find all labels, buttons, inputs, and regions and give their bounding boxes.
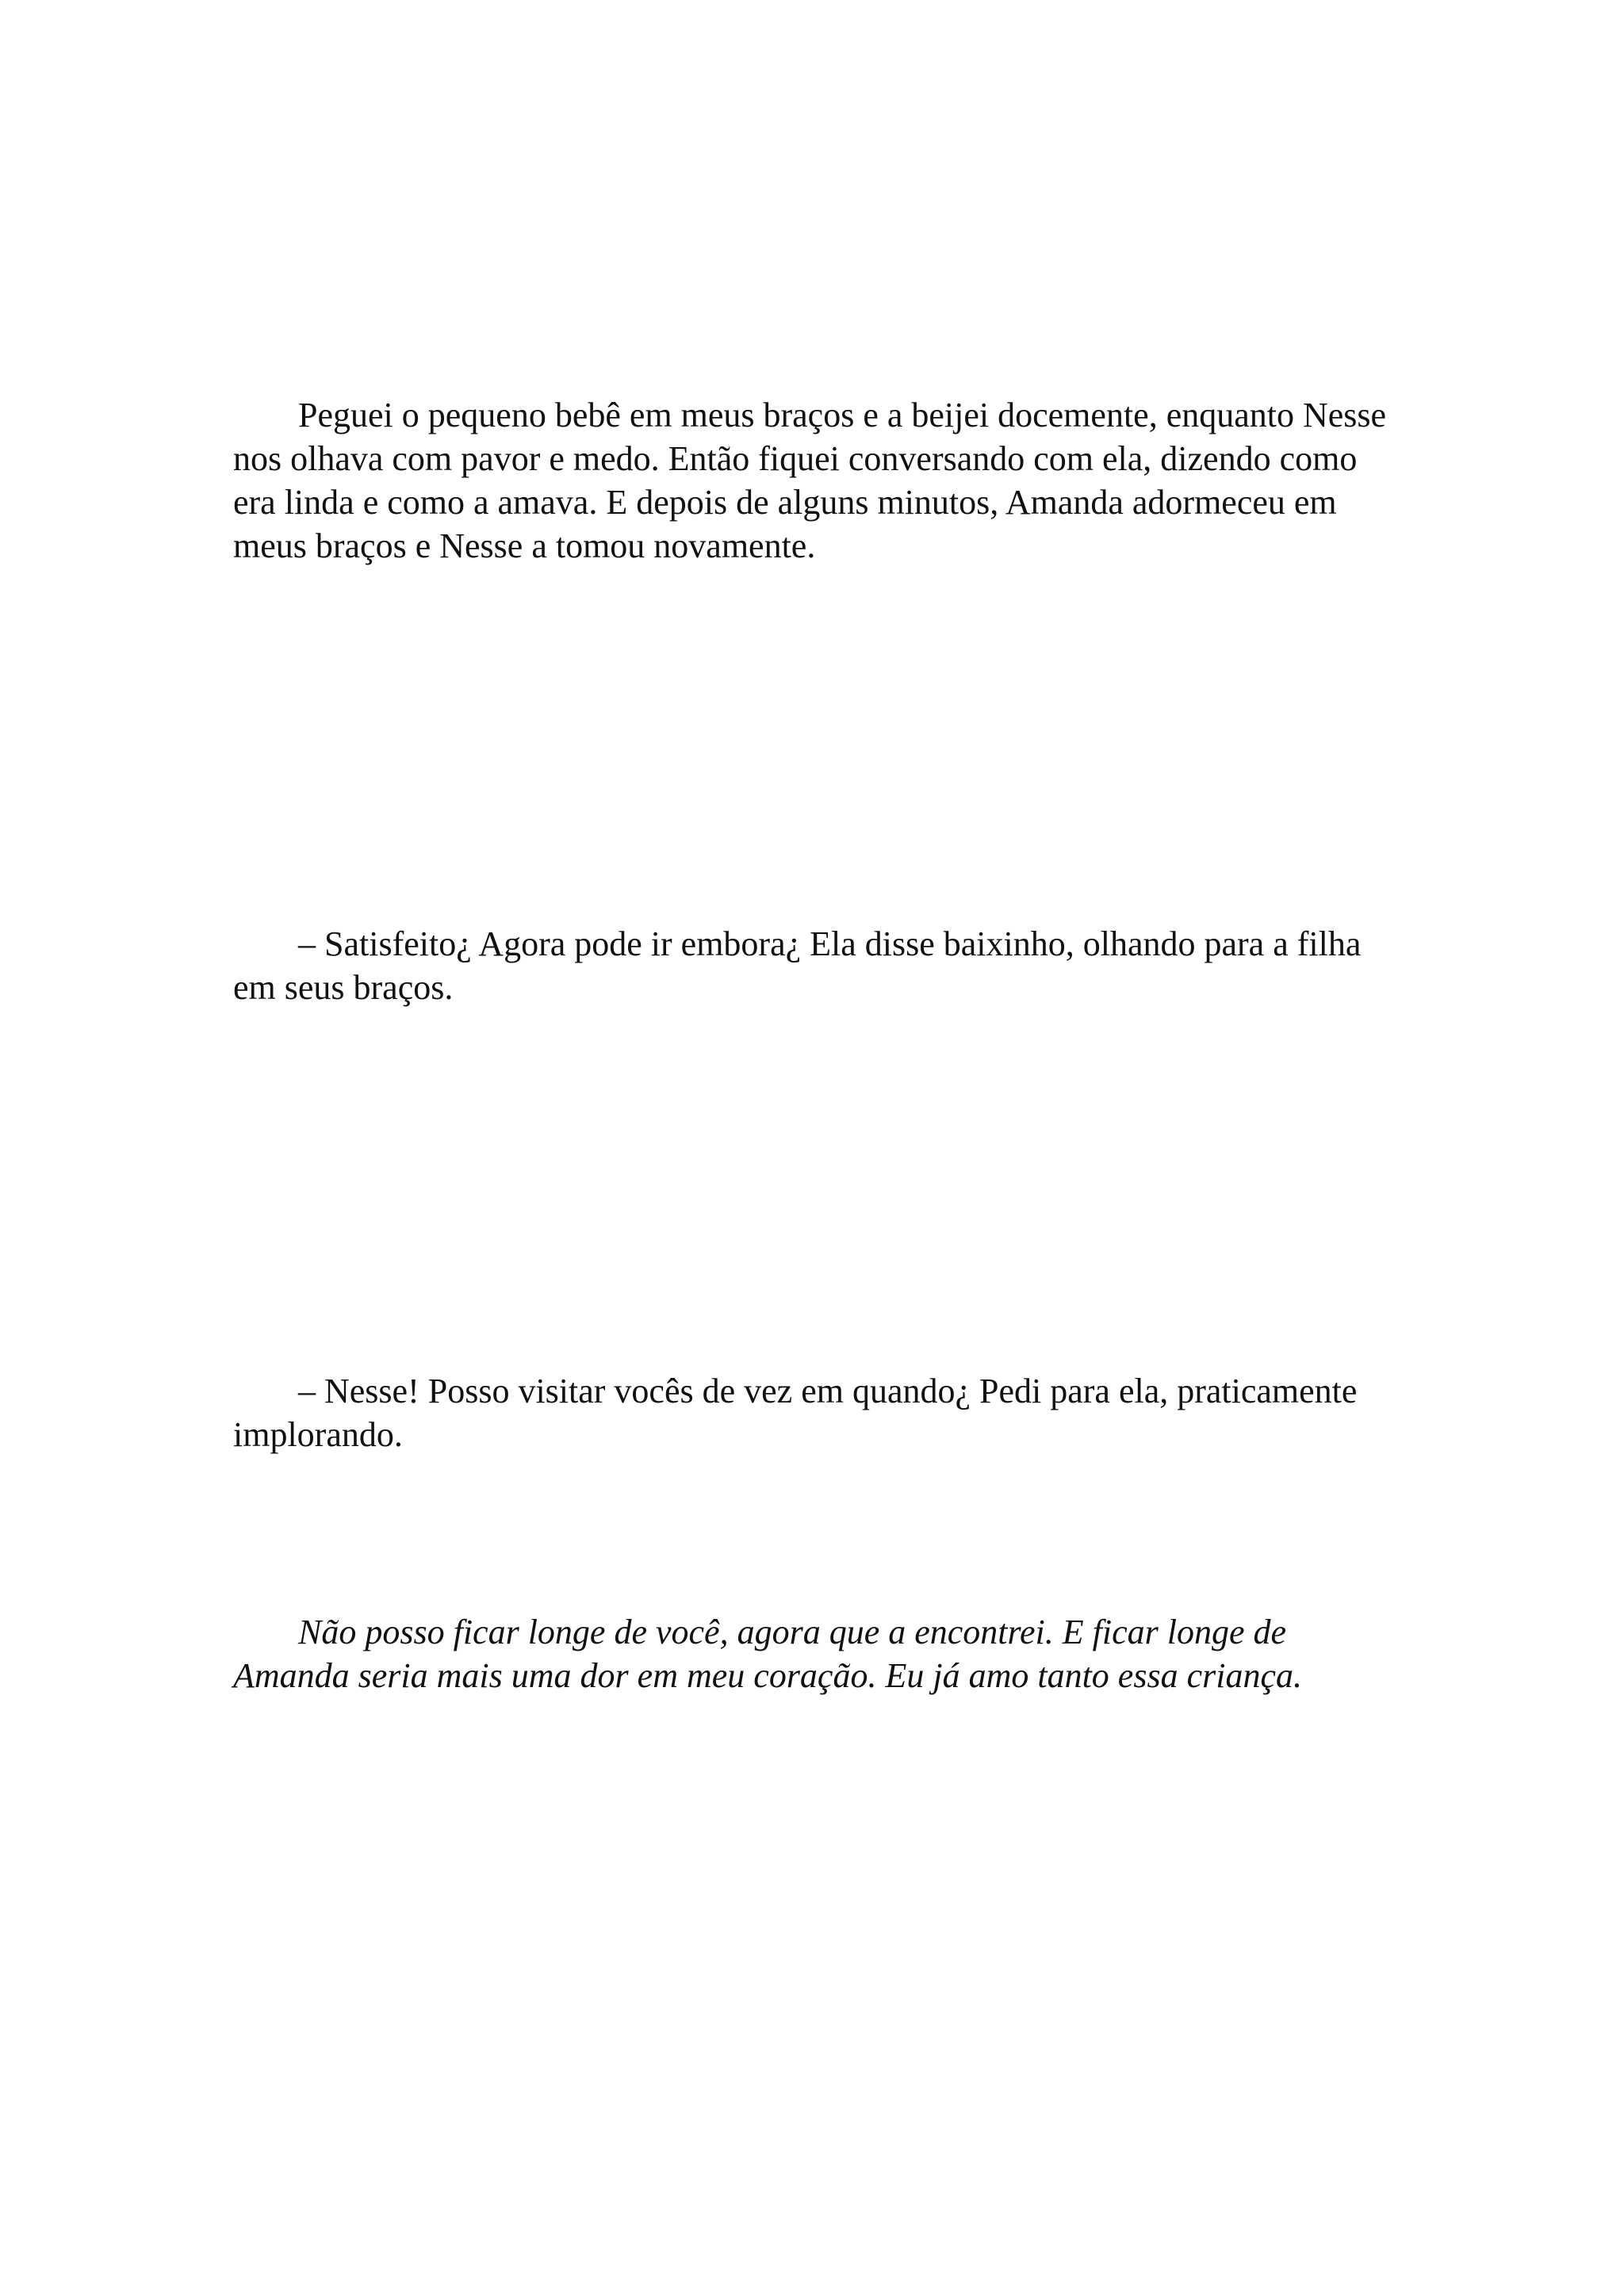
paragraph-dialogue-visit: – Nesse! Posso visitar vocês de vez em quando¿ Pedi para ela, praticamente implorando. xyxy=(233,1372,1358,1454)
paragraph-baby-in-arms: Peguei o pequeno bebê em meus braços e a beijei docemente, enquanto Nesse nos olhava com pavor e medo. Então fiquei conversando com ela, dizendo como era linda e como a amava. E depois de alguns minutos, Amanda adormeceu em meus braços e Nesse a tomou novamente. xyxy=(233,396,1387,565)
paragraph-dialogue-satisfied: – Satisfeito¿ Agora pode ir embora¿ Ela disse baixinho, olhando para a filha em seus braços. xyxy=(233,924,1362,1007)
paragraph-inner-thought: Não posso ficar longe de você, agora que a encontrei. E ficar longe de Amanda seria mais uma dor em meu coração. Eu já amo tanto essa criança. xyxy=(233,1613,1302,1695)
